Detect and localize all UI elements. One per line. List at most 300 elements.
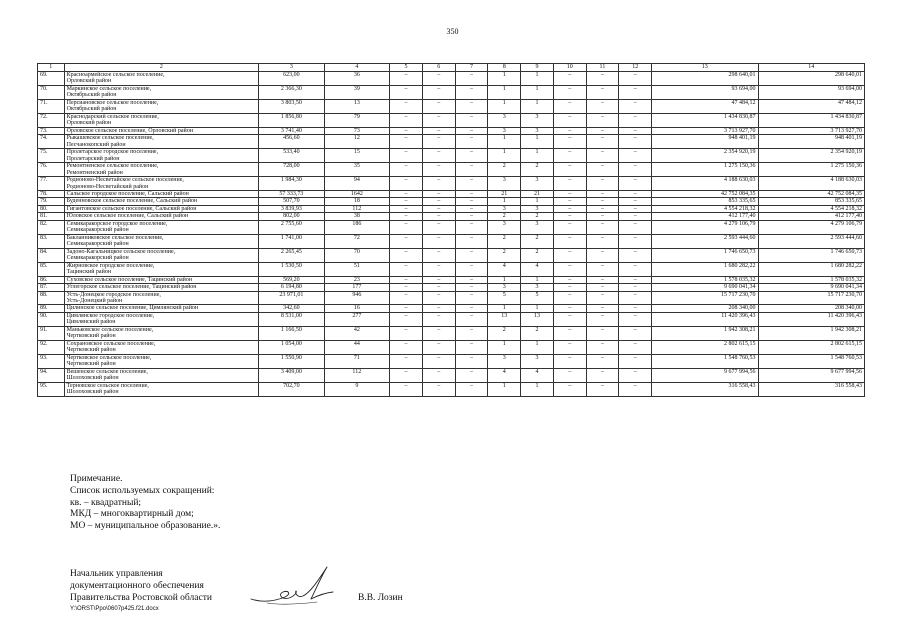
amount-cell: 47 484,12 xyxy=(758,99,865,113)
value-cell: – xyxy=(553,99,586,113)
settlement-name xyxy=(64,305,258,312)
value-cell: – xyxy=(455,291,488,305)
value-cell: 569,20 xyxy=(259,276,325,283)
row-number: 79. xyxy=(38,198,65,205)
amount-cell: 1 434 830,87 xyxy=(652,113,758,127)
value-cell: – xyxy=(390,382,423,396)
value-cell: – xyxy=(422,284,455,291)
value-cell: 702,70 xyxy=(259,382,325,396)
signer-position: Начальник управления xyxy=(70,569,163,579)
value-cell: 3 xyxy=(488,284,521,291)
table-row xyxy=(38,368,865,382)
amount-cell: 93 694,00 xyxy=(758,85,865,99)
settlement-name-line: Краснодарский сельское поселение, xyxy=(66,113,159,120)
settlement-name-line: Ремонтненский район xyxy=(66,169,123,176)
value-cell: – xyxy=(422,248,455,262)
value-cell: – xyxy=(586,220,619,234)
signer-name: В.В. Лозин xyxy=(358,593,403,603)
table-row xyxy=(38,85,865,99)
value-cell: 35 xyxy=(324,163,390,177)
table-row xyxy=(38,205,865,212)
settlement-name xyxy=(64,326,258,340)
settlement-name xyxy=(64,113,258,127)
value-cell: – xyxy=(455,149,488,163)
signer-position: Правительства Ростовской области xyxy=(70,592,212,603)
value-cell: – xyxy=(586,85,619,99)
amount-cell: 4 554 218,32 xyxy=(652,205,758,212)
amount-cell: 948 401,19 xyxy=(758,135,865,149)
table-row xyxy=(38,354,865,368)
settlement-name-line: Маркинское сельское поселение, xyxy=(66,85,152,92)
amount-cell: 853 335,65 xyxy=(652,198,758,205)
settlement-name-line: Вешенское сельское поселение, xyxy=(66,368,148,375)
amount-cell: 9 677 994,56 xyxy=(652,368,758,382)
value-cell: 2 755,60 xyxy=(259,220,325,234)
value-cell: 21 xyxy=(521,190,554,197)
value-cell: 3 xyxy=(521,354,554,368)
value-cell: 2 xyxy=(521,248,554,262)
value-cell: – xyxy=(619,163,652,177)
value-cell: 2 366,30 xyxy=(259,85,325,99)
notes-line: МКД – многоквартирный дом; xyxy=(70,509,194,520)
notes-line: Список используемых сокращений: xyxy=(70,485,215,496)
amount-cell: 4 554 218,32 xyxy=(758,205,865,212)
row-number: 70. xyxy=(38,85,65,99)
settlement-name xyxy=(64,213,258,220)
value-cell: – xyxy=(422,234,455,248)
settlement-name-line: Бакланниковское сельское поселение, xyxy=(66,234,164,241)
table-row xyxy=(38,72,865,86)
amount-cell: 1 548 760,53 xyxy=(758,354,865,368)
value-cell: 1 xyxy=(488,85,521,99)
amount-cell: 15 717 230,70 xyxy=(652,291,758,305)
value-cell: 6 194,80 xyxy=(259,284,325,291)
table-row xyxy=(38,113,865,127)
value-cell: 2 xyxy=(521,213,554,220)
value-cell: 3 xyxy=(488,113,521,127)
amount-cell: 15 717 230,70 xyxy=(758,291,865,305)
settlement-name-line: Персиановское сельское поселение, xyxy=(66,99,159,106)
value-cell: – xyxy=(390,368,423,382)
table-row xyxy=(38,305,865,312)
settlement-name-line: Октябрьский район xyxy=(66,92,117,99)
value-cell: – xyxy=(586,190,619,197)
value-cell: – xyxy=(455,213,488,220)
value-cell: – xyxy=(553,382,586,396)
value-cell: – xyxy=(422,127,455,134)
settlement-name-line: Шолоховский район xyxy=(66,375,119,382)
value-cell: 1 xyxy=(521,305,554,312)
value-cell: 15 xyxy=(324,149,390,163)
settlement-name xyxy=(64,127,258,134)
value-cell: 1 xyxy=(521,135,554,149)
value-cell: 3 409,00 xyxy=(259,368,325,382)
col-header: 9 xyxy=(521,64,554,72)
value-cell: – xyxy=(455,85,488,99)
settlement-name xyxy=(64,248,258,262)
value-cell: 1 xyxy=(488,276,521,283)
amount-cell: 316 558,43 xyxy=(758,382,865,396)
row-number: 78. xyxy=(38,190,65,197)
table-row xyxy=(38,163,865,177)
value-cell: 3 xyxy=(488,127,521,134)
table-body xyxy=(38,72,865,397)
value-cell: – xyxy=(455,248,488,262)
value-cell: – xyxy=(553,72,586,86)
value-cell: 456,60 xyxy=(259,135,325,149)
row-number: 82. xyxy=(38,220,65,234)
col-header: 7 xyxy=(455,64,488,72)
value-cell: 1 741,00 xyxy=(259,234,325,248)
value-cell: 1 856,80 xyxy=(259,113,325,127)
row-number: 72. xyxy=(38,113,65,127)
value-cell: – xyxy=(455,127,488,134)
col-header: 2 xyxy=(64,64,258,72)
value-cell: – xyxy=(586,177,619,191)
settlement-name xyxy=(64,85,258,99)
value-cell: – xyxy=(619,276,652,283)
settlement-name-line: Родионово-Несветайское сельское поселение, xyxy=(66,177,184,184)
value-cell: – xyxy=(619,340,652,354)
value-cell: 112 xyxy=(324,368,390,382)
amount-cell: 3 713 927,70 xyxy=(758,127,865,134)
amount-cell: 42 752 084,35 xyxy=(652,190,758,197)
value-cell: – xyxy=(390,72,423,86)
table-row xyxy=(38,312,865,326)
value-cell: – xyxy=(455,163,488,177)
value-cell: – xyxy=(390,213,423,220)
register-table xyxy=(37,63,865,397)
table-row xyxy=(38,149,865,163)
value-cell: 112 xyxy=(324,205,390,212)
value-cell: – xyxy=(390,177,423,191)
value-cell: – xyxy=(553,177,586,191)
value-cell: – xyxy=(455,190,488,197)
value-cell: – xyxy=(422,149,455,163)
value-cell: – xyxy=(619,354,652,368)
settlement-name xyxy=(64,291,258,305)
table-row xyxy=(38,190,865,197)
notes-section xyxy=(70,474,220,533)
settlement-name-line: Тацинский район xyxy=(66,269,112,276)
value-cell: 12 xyxy=(324,135,390,149)
settlement-name-line: Углегорское сельское поселение, Тацинский район xyxy=(66,284,197,291)
value-cell: – xyxy=(619,127,652,134)
value-cell: – xyxy=(390,205,423,212)
value-cell: 4 xyxy=(488,368,521,382)
row-number: 83. xyxy=(38,234,65,248)
value-cell: – xyxy=(390,234,423,248)
col-header: 1 xyxy=(38,64,65,72)
table-row xyxy=(38,326,865,340)
value-cell: – xyxy=(586,113,619,127)
value-cell: – xyxy=(455,305,488,312)
value-cell: 946 xyxy=(324,291,390,305)
value-cell: 3 xyxy=(521,220,554,234)
value-cell: 13 xyxy=(488,312,521,326)
value-cell: – xyxy=(586,234,619,248)
amount-cell: 948 401,19 xyxy=(652,135,758,149)
settlement-name-line: Орловское сельское поселение, Орловский район xyxy=(66,127,193,134)
value-cell: – xyxy=(422,190,455,197)
value-cell: 5 xyxy=(488,291,521,305)
value-cell: 342,60 xyxy=(259,305,325,312)
value-cell: 79 xyxy=(324,113,390,127)
value-cell: – xyxy=(619,72,652,86)
value-cell: 5 xyxy=(521,291,554,305)
value-cell: 3 xyxy=(521,177,554,191)
settlement-name xyxy=(64,234,258,248)
value-cell: 728,00 xyxy=(259,163,325,177)
settlement-name-line: Орловский район xyxy=(66,120,112,127)
value-cell: – xyxy=(455,198,488,205)
value-cell: – xyxy=(619,85,652,99)
value-cell: – xyxy=(455,382,488,396)
amount-cell: 1 746 650,73 xyxy=(758,248,865,262)
value-cell: 1 xyxy=(521,72,554,86)
value-cell: 57 333,73 xyxy=(259,190,325,197)
value-cell: – xyxy=(390,276,423,283)
settlement-name xyxy=(64,198,258,205)
settlement-name-line: Юловское сельское поселение, Сальский район xyxy=(66,213,189,220)
row-number: 81. xyxy=(38,213,65,220)
value-cell: 3 xyxy=(521,284,554,291)
amount-cell: 2 354 920,19 xyxy=(652,149,758,163)
value-cell: – xyxy=(619,248,652,262)
value-cell: 4 xyxy=(521,262,554,276)
value-cell: 623,00 xyxy=(259,72,325,86)
notes-title: Примечание. xyxy=(70,474,123,484)
table-row xyxy=(38,276,865,283)
row-number: 95. xyxy=(38,382,65,396)
amount-cell: 1 275 150,36 xyxy=(758,163,865,177)
value-cell: – xyxy=(422,135,455,149)
value-cell: – xyxy=(586,262,619,276)
value-cell: – xyxy=(553,135,586,149)
amount-cell: 316 558,43 xyxy=(652,382,758,396)
value-cell: 1 xyxy=(521,276,554,283)
col-header: 13 xyxy=(652,64,758,72)
settlement-name-line: Пролетарский район xyxy=(66,155,120,162)
row-number: 85. xyxy=(38,262,65,276)
value-cell: 4 xyxy=(521,368,554,382)
row-number: 92. xyxy=(38,340,65,354)
value-cell: – xyxy=(390,113,423,127)
value-cell: – xyxy=(553,291,586,305)
value-cell: 3 xyxy=(521,127,554,134)
value-cell: 802,00 xyxy=(259,213,325,220)
value-cell: 72 xyxy=(324,234,390,248)
value-cell: 1 xyxy=(521,340,554,354)
row-number: 88. xyxy=(38,291,65,305)
value-cell: – xyxy=(619,326,652,340)
settlement-name-line: Цилинское сельское поселение, Цимлянский район xyxy=(66,305,199,312)
value-cell: – xyxy=(553,127,586,134)
row-number: 89. xyxy=(38,305,65,312)
amount-cell: 1 275 150,36 xyxy=(652,163,758,177)
settlement-name xyxy=(64,149,258,163)
value-cell: – xyxy=(619,234,652,248)
value-cell: – xyxy=(586,213,619,220)
settlement-name-line: Усть-Донецкий район xyxy=(66,298,123,304)
value-cell: 1 054,00 xyxy=(259,340,325,354)
value-cell: – xyxy=(422,220,455,234)
settlement-name-line: Чертковский район xyxy=(66,361,116,368)
signer-position: документационного обеспечения xyxy=(70,580,204,591)
value-cell: – xyxy=(422,354,455,368)
value-cell: 1 984,30 xyxy=(259,177,325,191)
value-cell: 1 530,50 xyxy=(259,262,325,276)
amount-cell: 1 746 650,73 xyxy=(652,248,758,262)
amount-cell: 4 188 630,03 xyxy=(758,177,865,191)
value-cell: – xyxy=(455,276,488,283)
value-cell: – xyxy=(553,149,586,163)
row-number: 90. xyxy=(38,312,65,326)
table-row xyxy=(38,234,865,248)
value-cell: – xyxy=(553,326,586,340)
value-cell: 3 xyxy=(488,205,521,212)
value-cell: 186 xyxy=(324,220,390,234)
table-row xyxy=(38,135,865,149)
amount-cell: 1 942 308,21 xyxy=(652,326,758,340)
value-cell: – xyxy=(455,368,488,382)
amount-cell: 42 752 084,35 xyxy=(758,190,865,197)
col-header: 4 xyxy=(324,64,390,72)
value-cell: 1 xyxy=(488,382,521,396)
settlement-name xyxy=(64,99,258,113)
settlement-name xyxy=(64,284,258,291)
amount-cell: 9 677 994,56 xyxy=(758,368,865,382)
value-cell: – xyxy=(455,72,488,86)
row-number: 71. xyxy=(38,99,65,113)
row-number: 75. xyxy=(38,149,65,163)
col-header: 10 xyxy=(553,64,586,72)
value-cell: – xyxy=(553,276,586,283)
value-cell: – xyxy=(586,127,619,134)
value-cell: – xyxy=(390,326,423,340)
value-cell: – xyxy=(586,149,619,163)
value-cell: – xyxy=(586,382,619,396)
settlement-name xyxy=(64,340,258,354)
settlement-name xyxy=(64,72,258,86)
value-cell: – xyxy=(390,220,423,234)
value-cell: – xyxy=(619,305,652,312)
value-cell: 71 xyxy=(324,354,390,368)
value-cell: 94 xyxy=(324,177,390,191)
value-cell: – xyxy=(586,326,619,340)
value-cell: – xyxy=(422,113,455,127)
value-cell: – xyxy=(586,248,619,262)
table-row xyxy=(38,262,865,276)
value-cell: – xyxy=(390,149,423,163)
value-cell: – xyxy=(586,205,619,212)
amount-cell: 1 680 282,22 xyxy=(758,262,865,276)
value-cell: – xyxy=(619,368,652,382)
amount-cell: 1 578 035,32 xyxy=(652,276,758,283)
value-cell: 4 xyxy=(488,262,521,276)
row-number: 94. xyxy=(38,368,65,382)
amount-cell: 1 680 282,22 xyxy=(652,262,758,276)
col-header: 8 xyxy=(488,64,521,72)
value-cell: – xyxy=(422,276,455,283)
settlement-name xyxy=(64,368,258,382)
value-cell: 36 xyxy=(324,72,390,86)
value-cell: – xyxy=(586,291,619,305)
value-cell: – xyxy=(390,248,423,262)
value-cell: – xyxy=(553,113,586,127)
settlement-name xyxy=(64,205,258,212)
value-cell: 21 xyxy=(488,190,521,197)
value-cell: – xyxy=(455,340,488,354)
settlement-name-line: Чертковский район xyxy=(66,333,116,340)
value-cell: 1 xyxy=(488,198,521,205)
value-cell: – xyxy=(553,305,586,312)
value-cell: – xyxy=(390,135,423,149)
value-cell: 1 xyxy=(488,99,521,113)
amount-cell: 412 177,40 xyxy=(652,213,758,220)
settlement-name-line: Семикаракорское городское поселение, xyxy=(66,220,168,227)
value-cell: – xyxy=(422,198,455,205)
value-cell: 13 xyxy=(324,99,390,113)
value-cell: 13 xyxy=(521,312,554,326)
value-cell: 2 xyxy=(488,248,521,262)
value-cell: – xyxy=(619,312,652,326)
row-number: 86. xyxy=(38,276,65,283)
value-cell: 3 803,50 xyxy=(259,99,325,113)
value-cell: – xyxy=(390,198,423,205)
value-cell: – xyxy=(553,85,586,99)
value-cell: – xyxy=(422,72,455,86)
amount-cell: 4 279 106,79 xyxy=(758,220,865,234)
value-cell: – xyxy=(422,326,455,340)
settlement-name-line: Чертковский район xyxy=(66,347,116,354)
value-cell: – xyxy=(586,340,619,354)
value-cell: – xyxy=(455,113,488,127)
value-cell: – xyxy=(422,85,455,99)
value-cell: 1 xyxy=(488,305,521,312)
row-number: 80. xyxy=(38,205,65,212)
value-cell: – xyxy=(390,312,423,326)
value-cell: – xyxy=(619,113,652,127)
settlement-name xyxy=(64,354,258,368)
table-row xyxy=(38,127,865,134)
value-cell: 3 xyxy=(521,113,554,127)
value-cell: – xyxy=(619,135,652,149)
file-path: Y:\ORST\Ppo\0607p425.f21.docx xyxy=(70,606,159,612)
settlement-name-line: Песчанокопский район xyxy=(66,141,126,148)
value-cell: – xyxy=(390,127,423,134)
value-cell: – xyxy=(455,177,488,191)
value-cell: – xyxy=(553,284,586,291)
value-cell: – xyxy=(422,213,455,220)
value-cell: – xyxy=(455,312,488,326)
value-cell: – xyxy=(619,220,652,234)
settlement-name-line: Семикаракорский район xyxy=(66,227,129,234)
page-number: 350 xyxy=(446,27,459,36)
value-cell: – xyxy=(619,262,652,276)
row-number: 69. xyxy=(38,72,65,86)
settlement-name xyxy=(64,220,258,234)
value-cell: – xyxy=(422,262,455,276)
settlement-name xyxy=(64,177,258,191)
amount-cell: 298 640,01 xyxy=(758,72,865,86)
row-number: 91. xyxy=(38,326,65,340)
value-cell: – xyxy=(422,312,455,326)
settlement-name xyxy=(64,262,258,276)
value-cell: 1 xyxy=(488,135,521,149)
settlement-name-line: Гигантовское сельское поселение, Сальский район xyxy=(66,205,197,212)
settlement-name-line: Сальское городское поселение, Сальский район xyxy=(66,190,189,197)
